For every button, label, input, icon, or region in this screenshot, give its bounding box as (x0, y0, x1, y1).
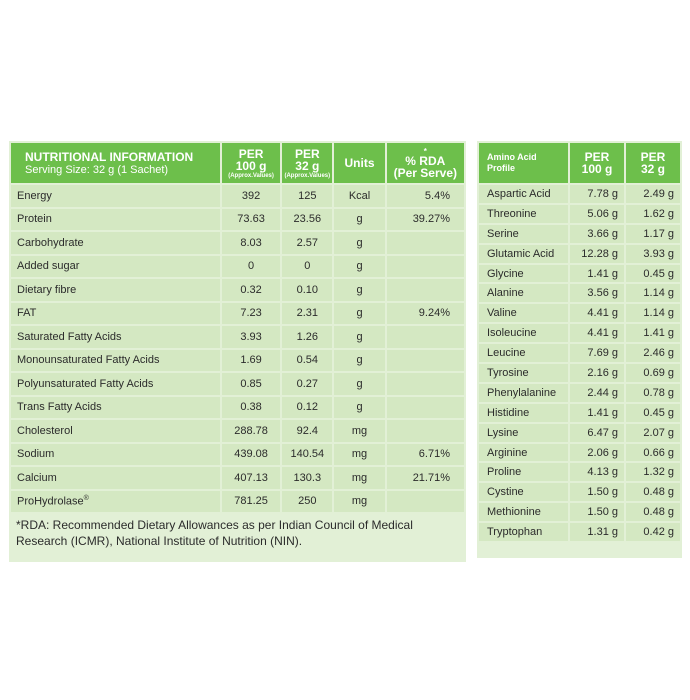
amino-per100-value: 7.78 g (570, 185, 624, 203)
amino-per100-value: 4.13 g (570, 463, 624, 481)
per100-value (222, 444, 280, 466)
per100-value-text: 407.13 (234, 471, 268, 484)
unit-value (334, 467, 384, 489)
nutrition-row (11, 420, 464, 442)
amino-title-line1: Amino Acid (487, 152, 537, 162)
per100-value-text: 392 (241, 189, 261, 202)
amino-header-row (479, 143, 680, 183)
per100-value (222, 232, 280, 254)
amino-name: Tyrosine (479, 364, 568, 382)
per100-value (222, 279, 280, 301)
amino-name: Cystine (479, 483, 568, 501)
per32-value (282, 420, 332, 442)
amino-name: Histidine (479, 404, 568, 422)
amino-per32-value: 1.41 g (626, 324, 680, 342)
serving-size: Serving Size: 32 g (1 Sachet) (25, 163, 169, 176)
per32-value (282, 373, 332, 395)
amino-per100-value: 1.50 g (570, 503, 624, 521)
rda-value-text: 9.24% (418, 307, 450, 320)
amino-per32-value: 1.14 g (626, 284, 680, 302)
per32-value (282, 303, 332, 325)
unit-value (334, 326, 384, 348)
nutrient-name-text: Polyunsaturated Fatty Acids (17, 377, 154, 390)
amino-per100-value: 2.44 g (570, 384, 624, 402)
unit-value (334, 397, 384, 419)
per100-value (222, 326, 280, 348)
per32-value-text: 92.4 (296, 424, 318, 437)
amino-name: Arginine (479, 444, 568, 462)
unit-value (334, 256, 384, 278)
unit-value-text: g (356, 377, 363, 390)
unit-value-text: g (356, 213, 363, 226)
per100-header (222, 143, 280, 183)
per100-value (222, 303, 280, 325)
amino-per100-value: 7.69 g (570, 344, 624, 362)
nutrition-row (11, 303, 464, 325)
nutrient-name (11, 256, 220, 278)
nutrient-name (11, 279, 220, 301)
amino-per32-value: 2.49 g (626, 185, 680, 203)
unit-value (334, 209, 384, 231)
per100-value (222, 256, 280, 278)
unit-value (334, 303, 384, 325)
amino-row (479, 205, 680, 223)
unit-value-text: mg (351, 495, 368, 508)
per32-value (282, 350, 332, 372)
unit-value (334, 420, 384, 442)
per32-value-text: 0.12 (296, 401, 318, 414)
amino-per32-value: 1.17 g (626, 225, 680, 243)
nutrition-table (9, 141, 466, 514)
per32-value (282, 209, 332, 231)
unit-value (334, 350, 384, 372)
unit-value-text: g (356, 354, 363, 367)
nutrient-name-text: Added sugar (17, 260, 80, 273)
amino-per100-header (570, 143, 624, 183)
amino-row (479, 324, 680, 342)
nutrient-name (11, 209, 220, 231)
rda-value (387, 491, 464, 513)
rda-value-text: 6.71% (418, 448, 450, 461)
per100-value-text: 3.93 (240, 330, 262, 343)
per100-value-text: 1.69 (240, 354, 262, 367)
per100-value (222, 467, 280, 489)
unit-value (334, 279, 384, 301)
per100-value (222, 209, 280, 231)
nutrient-name (11, 491, 220, 513)
nutrition-row (11, 185, 464, 207)
amino-name: Tryptophan (479, 523, 568, 541)
amino-row (479, 404, 680, 422)
unit-value-text: g (356, 307, 363, 320)
per32-value (282, 467, 332, 489)
amino-per100-value: 3.66 g (570, 225, 624, 243)
nutrition-row (11, 209, 464, 231)
amino-per100-value: 1.41 g (570, 265, 624, 283)
amino-per32-value: 0.45 g (626, 404, 680, 422)
unit-value (334, 491, 384, 513)
per100-header-mid: 100 g (235, 158, 267, 173)
per32-value-text: 23.56 (293, 213, 322, 226)
per100-value (222, 373, 280, 395)
per100-value-text: 73.63 (237, 213, 265, 226)
per32-value (282, 256, 332, 278)
rda-value (387, 209, 464, 231)
unit-value-text: Kcal (348, 189, 371, 202)
amino-per32-value: 0.48 g (626, 483, 680, 501)
amino-per32-top: PER (640, 150, 666, 164)
nutrition-title: NUTRITIONAL INFORMATION (25, 149, 194, 164)
rda-header (387, 143, 464, 183)
per32-value-text: 0.54 (296, 354, 318, 367)
per32-value (282, 279, 332, 301)
nutrient-name (11, 420, 220, 442)
rda-value (387, 256, 464, 278)
nutrient-name-text: Energy (17, 189, 52, 202)
unit-value-text: g (356, 283, 363, 296)
nutrient-name-text: Protein (17, 213, 52, 226)
per32-value-text: 125 (298, 189, 317, 202)
amino-per100-value: 1.50 g (570, 483, 624, 501)
amino-per32-value: 0.66 g (626, 444, 680, 462)
nutrient-name (11, 397, 220, 419)
amino-name: Isoleucine (479, 324, 568, 342)
amino-row (479, 503, 680, 521)
nutrient-name (11, 326, 220, 348)
per100-value (222, 397, 280, 419)
nutrition-header-row (11, 143, 464, 183)
amino-per32-value: 0.42 g (626, 523, 680, 541)
rda-header-bottom: (Per Serve) (393, 165, 457, 180)
amino-name: Methionine (479, 503, 568, 521)
unit-value-text: g (356, 330, 363, 343)
amino-per32-value: 1.14 g (626, 304, 680, 322)
amino-per100-value: 12.28 g (570, 245, 624, 263)
amino-row (479, 483, 680, 501)
amino-per100-value: 5.06 g (570, 205, 624, 223)
rda-value-text: 21.71% (412, 471, 450, 484)
per32-value-text: 140.54 (290, 448, 325, 461)
amino-name: Proline (479, 463, 568, 481)
rda-asterisk: * (423, 146, 427, 156)
amino-per100-value: 4.41 g (570, 324, 624, 342)
per100-value (222, 350, 280, 372)
per32-value-text: 2.57 (296, 236, 318, 249)
per32-value (282, 232, 332, 254)
amino-name: Serine (479, 225, 568, 243)
rda-value (387, 420, 464, 442)
nutrient-name-text: Calcium (17, 471, 57, 484)
per32-value (282, 444, 332, 466)
nutrient-name-text: Trans Fatty Acids (17, 401, 102, 414)
nutrient-name-text: Monounsaturated Fatty Acids (17, 354, 160, 367)
nutrient-name-text: Carbohydrate (17, 236, 84, 249)
nutrition-title-cell (11, 143, 220, 183)
per100-value (222, 185, 280, 207)
nutrition-row (11, 326, 464, 348)
per100-value (222, 491, 280, 513)
amino-per32-value: 1.62 g (626, 205, 680, 223)
amino-name: Leucine (479, 344, 568, 362)
amino-per32-bottom: 32 g (640, 162, 665, 176)
per32-value (282, 491, 332, 513)
unit-value-text: g (356, 401, 363, 414)
unit-value-text: g (356, 236, 363, 249)
nutrient-name (11, 232, 220, 254)
nutrition-row (11, 373, 464, 395)
amino-title-line2: Profile (487, 163, 516, 173)
amino-name: Glycine (479, 265, 568, 283)
amino-name: Alanine (479, 284, 568, 302)
unit-value-text: g (356, 260, 363, 273)
per32-value-text: 0.27 (296, 377, 318, 390)
per32-value (282, 397, 332, 419)
amino-per32-value: 2.46 g (626, 344, 680, 362)
amino-per100-bottom: 100 g (581, 162, 613, 176)
units-header (334, 143, 384, 183)
nutrient-name-text: Sodium (17, 448, 55, 461)
rda-value (387, 279, 464, 301)
per32-value-text: 2.31 (296, 307, 318, 320)
rda-value (387, 185, 464, 207)
amino-per32-value: 1.32 g (626, 463, 680, 481)
rda-value (387, 444, 464, 466)
amino-per32-value: 3.93 g (626, 245, 680, 263)
per100-value-text: 8.03 (240, 236, 262, 249)
rda-value (387, 303, 464, 325)
amino-per32-value: 0.45 g (626, 265, 680, 283)
unit-value (334, 185, 384, 207)
unit-value (334, 373, 384, 395)
amino-row (479, 304, 680, 322)
rda-footnote: *RDA: Recommended Dietary Allowances as per Indian Council of Medical Research (ICMR), National Institute of Nutrition (NIN). (16, 518, 413, 548)
per100-value-text: 0.32 (240, 283, 262, 296)
amino-per32-value: 2.07 g (626, 424, 680, 442)
units-header-label: Units (344, 156, 375, 170)
amino-title-cell (479, 143, 568, 183)
nutrient-name-text: FAT (17, 307, 37, 320)
per32-header-top: PER (294, 146, 320, 161)
amino-row (479, 523, 680, 541)
per100-value-text: 7.23 (240, 307, 262, 320)
amino-name: Valine (479, 304, 568, 322)
nutrient-name-text: ProHydrolase (17, 495, 84, 508)
per100-header-note: (Approx.Values) (228, 172, 274, 179)
nutrient-name-text: Saturated Fatty Acids (17, 330, 122, 343)
amino-name: Aspartic Acid (479, 185, 568, 203)
per100-value-text: 439.08 (234, 448, 268, 461)
amino-row (479, 444, 680, 462)
nutrition-row (11, 491, 464, 513)
amino-per32-value: 0.78 g (626, 384, 680, 402)
rda-value (387, 326, 464, 348)
per32-value (282, 326, 332, 348)
amino-per32-value: 0.48 g (626, 503, 680, 521)
amino-name: Lysine (479, 424, 568, 442)
per32-value-text: 130.3 (293, 471, 322, 484)
amino-per100-value: 4.41 g (570, 304, 624, 322)
per100-value-text: 288.78 (234, 424, 268, 437)
amino-name: Glutamic Acid (479, 245, 568, 263)
per32-value-text: 0.10 (296, 283, 318, 296)
amino-name: Phenylalanine (479, 384, 568, 402)
nutrient-name (11, 467, 220, 489)
amino-per32-header (626, 143, 680, 183)
nutrient-name-text: Cholesterol (17, 424, 73, 437)
rda-value (387, 350, 464, 372)
nutrition-row (11, 232, 464, 254)
per100-value-text: 781.25 (234, 495, 268, 508)
rda-value (387, 232, 464, 254)
per32-header (282, 143, 332, 183)
amino-acid-table (477, 141, 682, 543)
per32-header-mid: 32 g (295, 158, 320, 173)
unit-value (334, 232, 384, 254)
unit-value-text: mg (351, 424, 368, 437)
amino-per100-value: 2.16 g (570, 364, 624, 382)
amino-per32-value: 0.69 g (626, 364, 680, 382)
amino-row (479, 424, 680, 442)
nutrient-name (11, 303, 220, 325)
amino-row (479, 384, 680, 402)
nutrition-row (11, 350, 464, 372)
per32-value-text: 0 (304, 260, 311, 273)
per100-header-top: PER (238, 146, 264, 161)
amino-row (479, 245, 680, 263)
nutrient-name-text: Dietary fibre (17, 283, 77, 296)
amino-per100-value: 3.56 g (570, 284, 624, 302)
nutrition-row (11, 467, 464, 489)
amino-row (479, 284, 680, 302)
rda-value-text: 5.4% (424, 189, 450, 202)
amino-row (479, 225, 680, 243)
nutrient-name (11, 350, 220, 372)
amino-row (479, 185, 680, 203)
unit-value-text: mg (351, 471, 368, 484)
amino-row (479, 463, 680, 481)
nutrition-row (11, 397, 464, 419)
per100-value-text: 0.38 (240, 401, 262, 414)
amino-name: Threonine (479, 205, 568, 223)
nutrient-name (11, 185, 220, 207)
rda-value (387, 373, 464, 395)
amino-per100-value: 6.47 g (570, 424, 624, 442)
nutrient-name (11, 373, 220, 395)
registered-mark: ® (83, 494, 89, 502)
rda-value (387, 467, 464, 489)
rda-header-top: % RDA (405, 153, 446, 168)
rda-value-text: 39.27% (412, 213, 450, 226)
amino-row (479, 265, 680, 283)
rda-value (387, 397, 464, 419)
per32-value-text: 1.26 (296, 330, 318, 343)
per32-header-note: (Approx.Values) (284, 172, 331, 179)
nutrition-row (11, 444, 464, 466)
per100-value-text: 0.85 (240, 377, 262, 390)
per32-value-text: 250 (298, 495, 317, 508)
amino-per100-value: 1.31 g (570, 523, 624, 541)
per32-value (282, 185, 332, 207)
amino-per100-value: 1.41 g (570, 404, 624, 422)
nutrition-row (11, 279, 464, 301)
unit-value (334, 444, 384, 466)
amino-per100-value: 2.06 g (570, 444, 624, 462)
unit-value-text: mg (351, 448, 368, 461)
amino-row (479, 344, 680, 362)
per100-value-text: 0 (248, 260, 255, 273)
amino-per100-top: PER (584, 150, 610, 164)
amino-row (479, 364, 680, 382)
nutrient-name (11, 444, 220, 466)
per100-value (222, 420, 280, 442)
nutrition-row (11, 256, 464, 278)
